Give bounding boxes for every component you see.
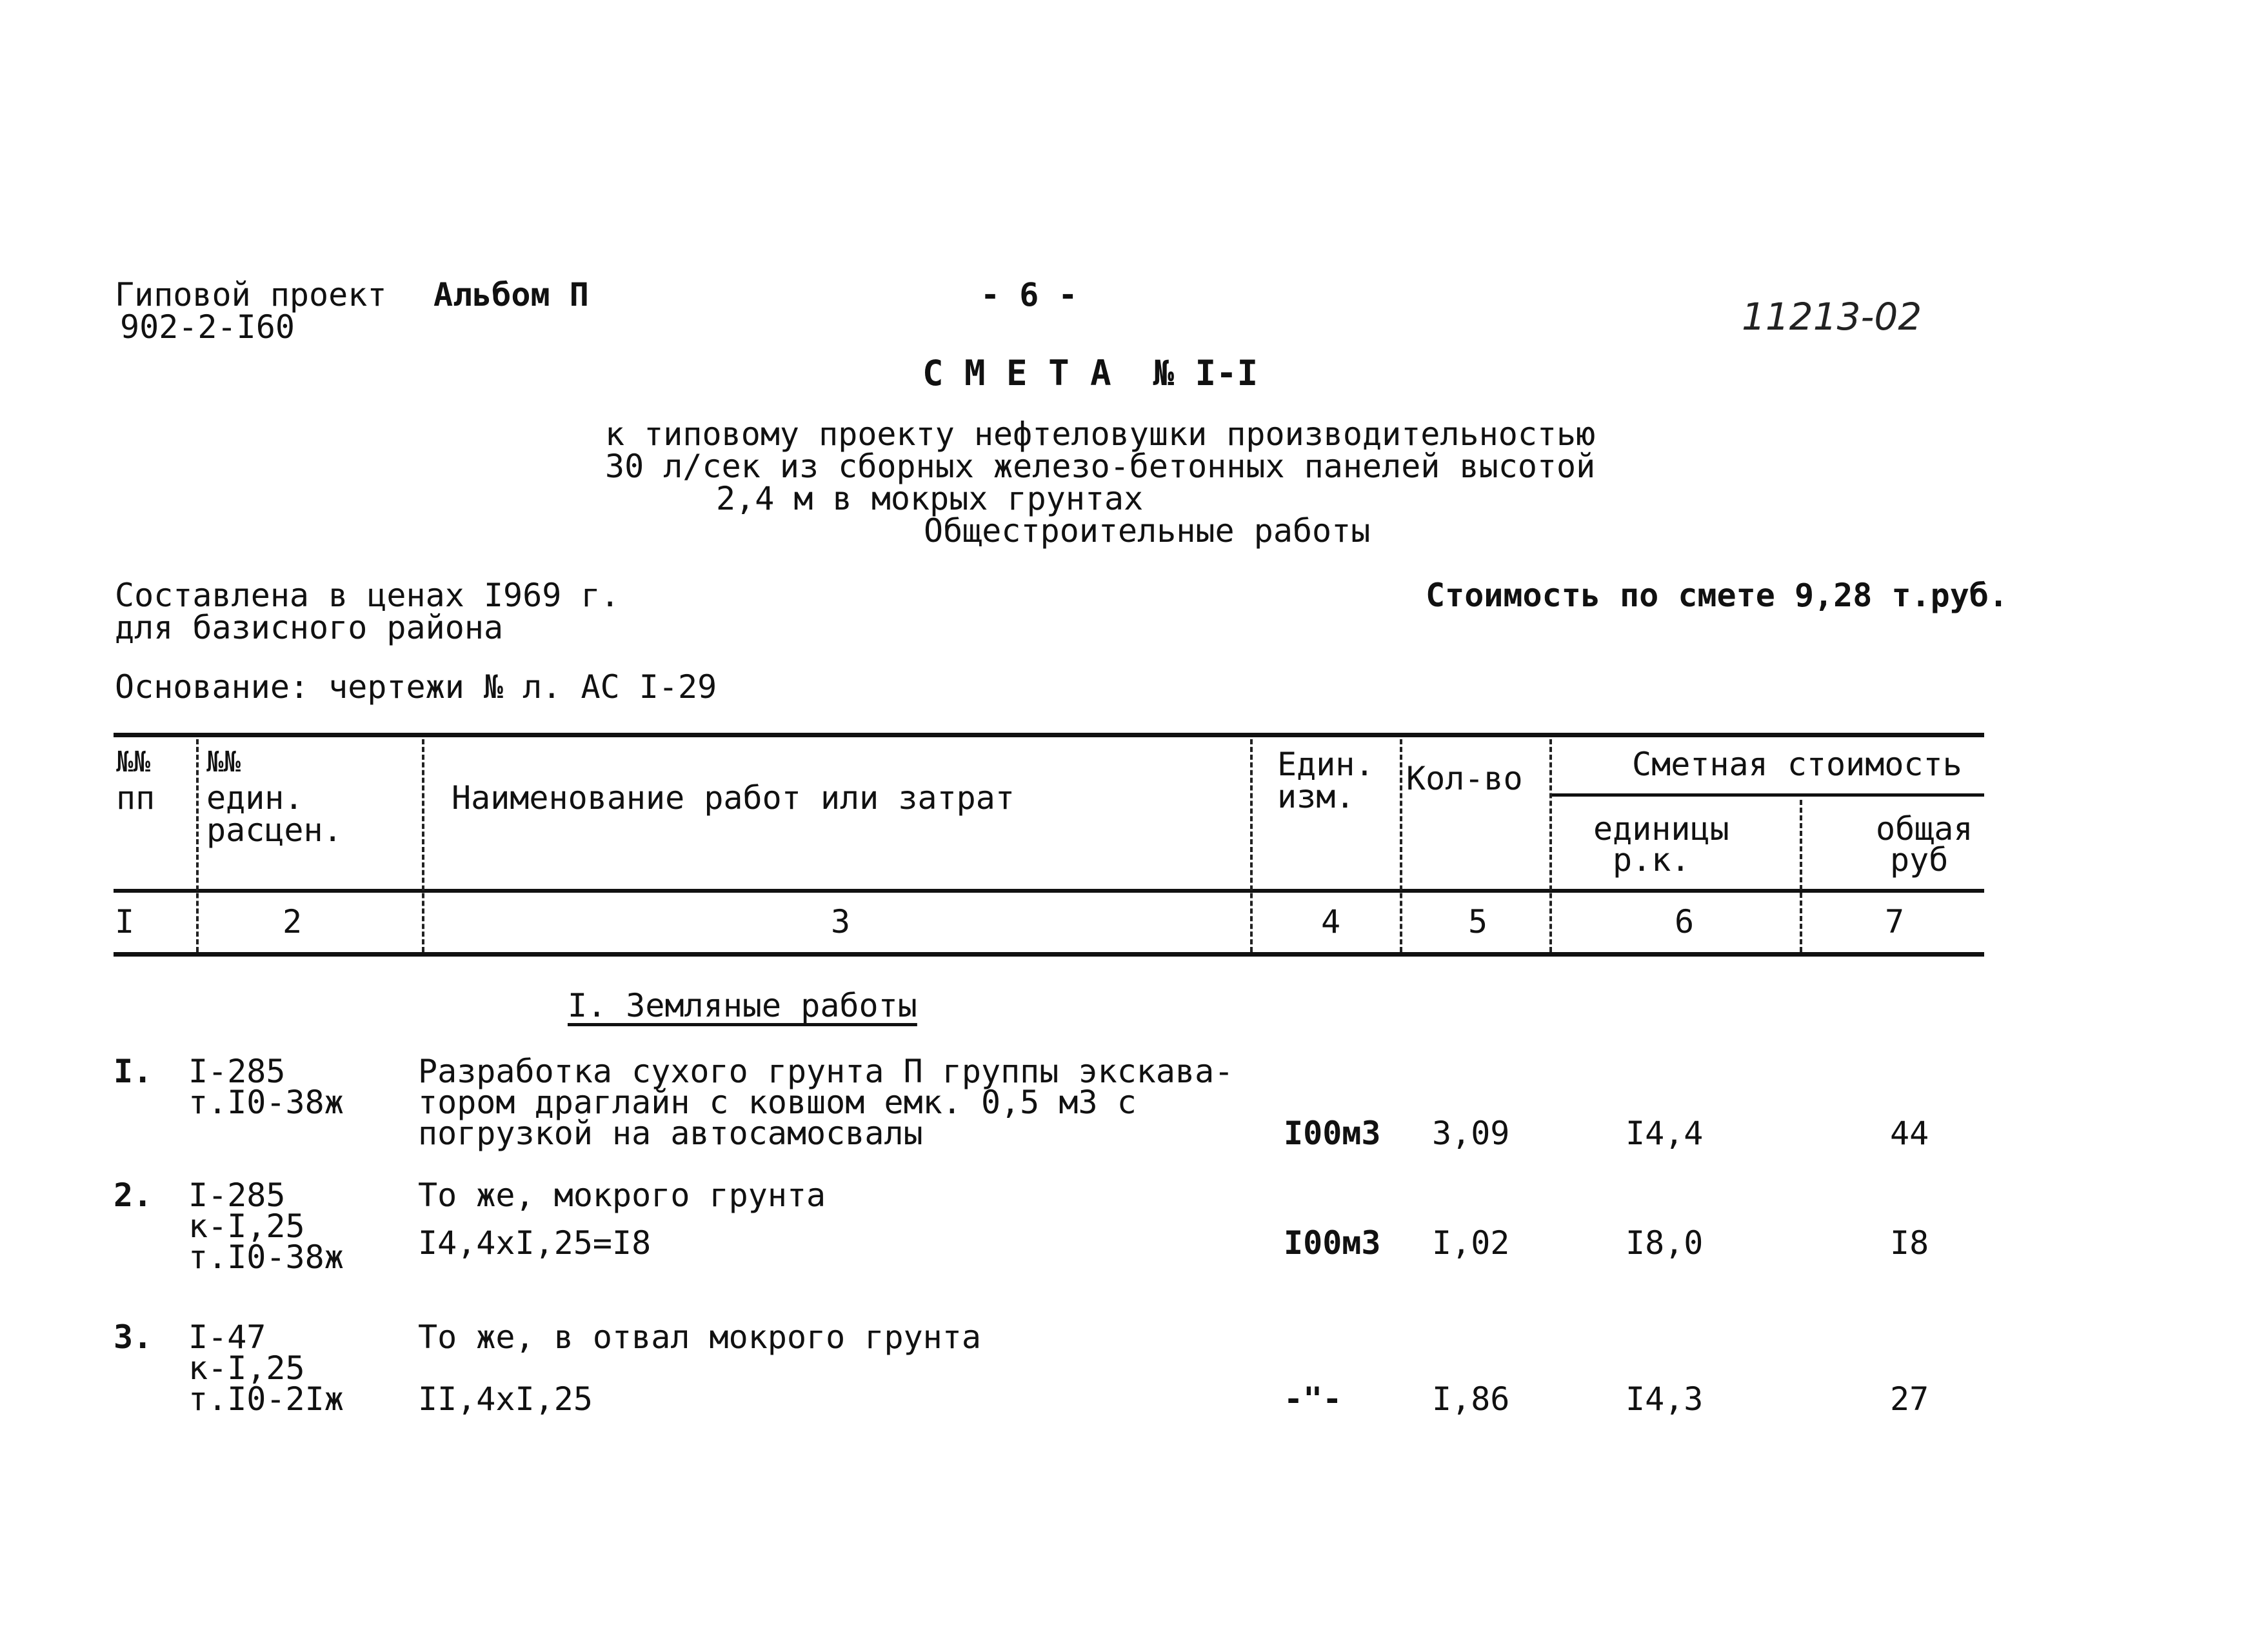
row-code: т.I0-38ж xyxy=(188,1238,344,1276)
numbers-bottom-rule xyxy=(114,952,1984,957)
header-col7-b: руб xyxy=(1890,841,1949,879)
col-number: 4 xyxy=(1321,903,1341,940)
header-col1-b: пп xyxy=(116,779,155,817)
row-unit: -"- xyxy=(1284,1380,1342,1418)
header-bottom-rule xyxy=(114,889,1984,893)
col-number: 7 xyxy=(1885,903,1905,940)
header-group-cost: Сметная стоимость xyxy=(1632,746,1962,783)
composed-line-1: Составлена в ценах I969 г. xyxy=(115,577,620,614)
title-line-2: 30 л/сек из сборных железо-бетонных панелей высотой xyxy=(605,448,1596,485)
row-name: I4,4хI,25=I8 xyxy=(418,1224,652,1262)
header-col4-a: Един. xyxy=(1277,746,1375,783)
column-divider xyxy=(1800,800,1802,952)
column-divider xyxy=(422,739,424,952)
doc-code: 11213-02 xyxy=(1742,295,1922,339)
row-unit-cost: I8,0 xyxy=(1626,1224,1704,1262)
row-name: Разработка сухого грунта П группы экскава- xyxy=(418,1053,1234,1090)
col-number: I xyxy=(115,903,135,940)
estimate-cost: Стоимость по смете 9,28 т.руб. xyxy=(1426,577,2009,614)
row-code: I-285 xyxy=(188,1053,286,1090)
row-name: тором драглайн с ковшом емк. 0,5 м3 с xyxy=(418,1084,1137,1121)
row-code: к-I,25 xyxy=(188,1208,305,1245)
row-unit: I00м3 xyxy=(1284,1115,1381,1152)
row-total: 27 xyxy=(1890,1380,1929,1418)
row-unit: I00м3 xyxy=(1284,1224,1381,1262)
col-number: 5 xyxy=(1468,903,1488,940)
row-name: II,4хI,25 xyxy=(418,1380,593,1418)
column-divider xyxy=(1250,739,1253,952)
header-col1-a: №№ xyxy=(116,746,150,779)
row-code: к-I,25 xyxy=(188,1349,305,1387)
row-qty: 3,09 xyxy=(1432,1115,1510,1152)
table-top-rule xyxy=(114,733,1984,737)
row-name: То же, в отвал мокрого грунта xyxy=(418,1318,981,1356)
header-col2-c: расцен. xyxy=(206,811,343,849)
header-col7-a: общая xyxy=(1876,810,1973,848)
header-col2-b: един. xyxy=(206,779,304,817)
header-col3: Наименование работ или затрат xyxy=(452,779,1015,817)
row-total: 44 xyxy=(1890,1115,1929,1152)
row-qty: I,86 xyxy=(1432,1380,1510,1418)
document-title: С М Е Т А № I-I xyxy=(922,353,1258,393)
row-unit-cost: I4,3 xyxy=(1626,1380,1704,1418)
project-number: 902-2-I60 xyxy=(120,308,295,346)
column-divider xyxy=(196,739,199,952)
title-line-3: 2,4 м в мокрых грунтах xyxy=(716,480,1144,517)
title-line-4: Общестроительные работы xyxy=(924,512,1371,550)
composed-line-2: для базисного района xyxy=(115,609,504,646)
section-title: I. Земляные работы xyxy=(568,987,917,1024)
project-label: Гиповой проект xyxy=(115,276,387,313)
header-col6-b: р.к. xyxy=(1613,841,1691,879)
row-code: I-285 xyxy=(188,1177,286,1214)
row-name: То же, мокрого грунта xyxy=(418,1177,826,1214)
row-total: I8 xyxy=(1890,1224,1929,1262)
row-number: 3. xyxy=(114,1318,153,1356)
col-number: 2 xyxy=(283,903,303,940)
album-label: Альбом П xyxy=(433,276,589,313)
column-divider xyxy=(1400,739,1402,952)
row-code: т.I0-2Iж xyxy=(188,1380,344,1418)
basis-line: Основание: чертежи № л. АС I-29 xyxy=(115,668,717,706)
page-number: - 6 - xyxy=(980,276,1078,313)
header-col4-b: изм. xyxy=(1277,778,1355,815)
row-code: т.I0-38ж xyxy=(188,1084,344,1121)
title-line-1: к типовому проекту нефтеловушки производительностью xyxy=(605,415,1596,453)
column-divider xyxy=(1549,739,1552,952)
row-unit-cost: I4,4 xyxy=(1626,1115,1704,1152)
row-name: погрузкой на автосамосвалы xyxy=(418,1115,923,1152)
group-rule xyxy=(1549,793,1984,797)
row-number: I. xyxy=(114,1053,153,1090)
header-col6-a: единицы xyxy=(1593,810,1729,848)
row-qty: I,02 xyxy=(1432,1224,1510,1262)
col-number: 6 xyxy=(1675,903,1695,940)
header-col2-a: №№ xyxy=(206,746,241,779)
row-number: 2. xyxy=(114,1177,153,1214)
row-code: I-47 xyxy=(188,1318,266,1356)
col-number: 3 xyxy=(831,903,851,940)
header-col5: Кол-во xyxy=(1406,760,1523,797)
